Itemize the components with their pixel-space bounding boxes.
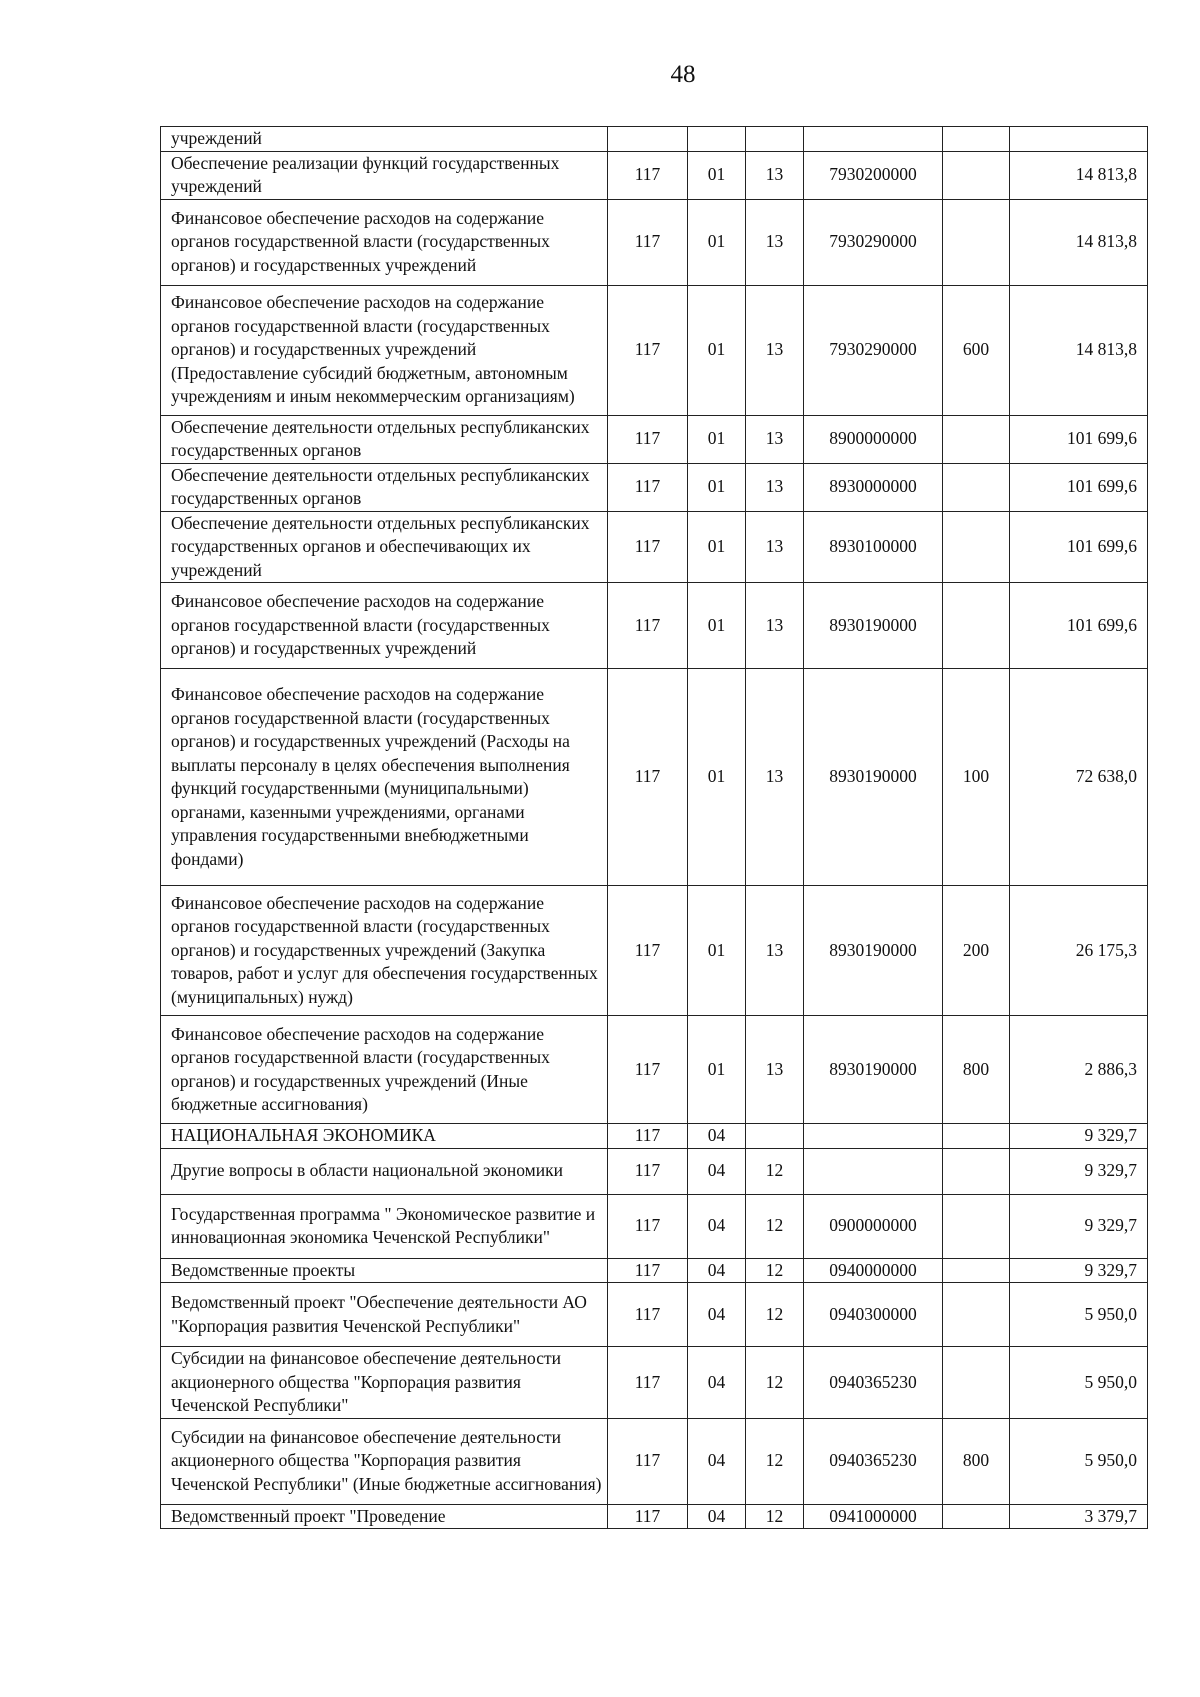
cell-pr: 13 bbox=[746, 151, 804, 199]
cell-pr: 13 bbox=[746, 886, 804, 1016]
cell-gr: 117 bbox=[608, 1504, 688, 1529]
cell-gr bbox=[608, 127, 688, 152]
cell-sum: 5 950,0 bbox=[1010, 1418, 1148, 1504]
cell-rz: 01 bbox=[688, 583, 746, 669]
cell-rz: 01 bbox=[688, 199, 746, 285]
table-row bbox=[161, 285, 1148, 415]
cell-pr: 13 bbox=[746, 669, 804, 886]
cell-pr: 13 bbox=[746, 583, 804, 669]
cell-rz: 04 bbox=[688, 1347, 746, 1419]
row-name: Ведомственный проект "Обеспечение деятельности АО "Корпорация развития Чеченской Республики" bbox=[161, 1283, 608, 1347]
cell-pr: 12 bbox=[746, 1258, 804, 1283]
cell-csr bbox=[804, 127, 943, 152]
cell-vr: 800 bbox=[943, 1418, 1010, 1504]
row-name: Финансовое обеспечение расходов на содержание органов государственной власти (государственных органов) и государственных учреждений bbox=[161, 583, 608, 669]
table-row bbox=[161, 1283, 1148, 1347]
cell-vr: 100 bbox=[943, 669, 1010, 886]
cell-sum: 14 813,8 bbox=[1010, 199, 1148, 285]
cell-csr: 8930100000 bbox=[804, 511, 943, 583]
cell-csr bbox=[804, 1148, 943, 1194]
cell-pr: 12 bbox=[746, 1194, 804, 1258]
table-row bbox=[161, 669, 1148, 886]
cell-sum: 101 699,6 bbox=[1010, 511, 1148, 583]
cell-pr: 13 bbox=[746, 415, 804, 463]
table-row bbox=[161, 1258, 1148, 1283]
table-row bbox=[161, 151, 1148, 199]
cell-rz: 01 bbox=[688, 1016, 746, 1124]
cell-gr: 117 bbox=[608, 463, 688, 511]
table-row bbox=[161, 511, 1148, 583]
table-row bbox=[161, 1347, 1148, 1419]
row-name: Обеспечение деятельности отдельных республиканских государственных органов bbox=[161, 463, 608, 511]
cell-csr: 8930190000 bbox=[804, 1016, 943, 1124]
table-row bbox=[161, 1148, 1148, 1194]
cell-sum: 9 329,7 bbox=[1010, 1258, 1148, 1283]
cell-rz: 04 bbox=[688, 1283, 746, 1347]
cell-vr bbox=[943, 127, 1010, 152]
cell-sum: 101 699,6 bbox=[1010, 583, 1148, 669]
cell-pr: 12 bbox=[746, 1347, 804, 1419]
cell-sum: 14 813,8 bbox=[1010, 151, 1148, 199]
cell-rz: 04 bbox=[688, 1194, 746, 1258]
cell-pr bbox=[746, 127, 804, 152]
row-name: Финансовое обеспечение расходов на содержание органов государственной власти (государственных органов) и государственных учреждений (Иные бюджетные ассигнования) bbox=[161, 1016, 608, 1124]
cell-pr: 12 bbox=[746, 1148, 804, 1194]
cell-vr bbox=[943, 463, 1010, 511]
cell-sum: 26 175,3 bbox=[1010, 886, 1148, 1016]
cell-rz: 01 bbox=[688, 669, 746, 886]
cell-rz: 04 bbox=[688, 1148, 746, 1194]
cell-vr: 800 bbox=[943, 1016, 1010, 1124]
cell-csr: 0940000000 bbox=[804, 1258, 943, 1283]
cell-vr bbox=[943, 415, 1010, 463]
table-body bbox=[161, 127, 1148, 1529]
cell-csr: 7930200000 bbox=[804, 151, 943, 199]
cell-pr: 13 bbox=[746, 511, 804, 583]
cell-gr: 117 bbox=[608, 1148, 688, 1194]
cell-vr bbox=[943, 1124, 1010, 1149]
table-row bbox=[161, 127, 1148, 152]
cell-vr: 200 bbox=[943, 886, 1010, 1016]
cell-gr: 117 bbox=[608, 1347, 688, 1419]
cell-csr: 8900000000 bbox=[804, 415, 943, 463]
table-row bbox=[161, 1016, 1148, 1124]
cell-csr: 7930290000 bbox=[804, 285, 943, 415]
cell-sum: 101 699,6 bbox=[1010, 415, 1148, 463]
cell-rz: 04 bbox=[688, 1124, 746, 1149]
row-name: НАЦИОНАЛЬНАЯ ЭКОНОМИКА bbox=[161, 1124, 608, 1149]
cell-pr: 13 bbox=[746, 463, 804, 511]
cell-sum: 3 379,7 bbox=[1010, 1504, 1148, 1529]
cell-gr: 117 bbox=[608, 1418, 688, 1504]
cell-sum: 2 886,3 bbox=[1010, 1016, 1148, 1124]
cell-gr: 117 bbox=[608, 1283, 688, 1347]
row-name: Субсидии на финансовое обеспечение деятельности акционерного общества "Корпорация развития Чеченской Республики" bbox=[161, 1347, 608, 1419]
cell-vr bbox=[943, 511, 1010, 583]
cell-gr: 117 bbox=[608, 151, 688, 199]
table-row bbox=[161, 415, 1148, 463]
cell-csr: 0900000000 bbox=[804, 1194, 943, 1258]
row-name: Обеспечение реализации функций государственных учреждений bbox=[161, 151, 608, 199]
cell-gr: 117 bbox=[608, 1124, 688, 1149]
cell-vr bbox=[943, 1258, 1010, 1283]
cell-sum: 5 950,0 bbox=[1010, 1283, 1148, 1347]
cell-sum: 9 329,7 bbox=[1010, 1124, 1148, 1149]
cell-csr: 7930290000 bbox=[804, 199, 943, 285]
cell-csr bbox=[804, 1124, 943, 1149]
table-row bbox=[161, 886, 1148, 1016]
row-name: Другие вопросы в области национальной экономики bbox=[161, 1148, 608, 1194]
cell-vr bbox=[943, 1347, 1010, 1419]
cell-rz: 04 bbox=[688, 1418, 746, 1504]
table-row bbox=[161, 1504, 1148, 1529]
cell-rz: 01 bbox=[688, 151, 746, 199]
cell-csr: 0940365230 bbox=[804, 1418, 943, 1504]
cell-rz: 01 bbox=[688, 463, 746, 511]
cell-pr: 13 bbox=[746, 285, 804, 415]
cell-csr: 8930190000 bbox=[804, 886, 943, 1016]
cell-gr: 117 bbox=[608, 886, 688, 1016]
cell-rz: 01 bbox=[688, 886, 746, 1016]
cell-vr bbox=[943, 1194, 1010, 1258]
cell-rz: 04 bbox=[688, 1504, 746, 1529]
cell-csr: 8930190000 bbox=[804, 669, 943, 886]
cell-sum: 9 329,7 bbox=[1010, 1194, 1148, 1258]
table-row bbox=[161, 1124, 1148, 1149]
cell-sum: 9 329,7 bbox=[1010, 1148, 1148, 1194]
cell-vr bbox=[943, 1283, 1010, 1347]
cell-vr bbox=[943, 1504, 1010, 1529]
cell-gr: 117 bbox=[608, 199, 688, 285]
row-name: Обеспечение деятельности отдельных республиканских государственных органов и обеспечивающих их учреждений bbox=[161, 511, 608, 583]
row-name: Финансовое обеспечение расходов на содержание органов государственной власти (государственных органов) и государственных учреждений (Расходы на выплаты персоналу в целях обеспечения выполнения функций государственными (муниципальными) органами, казенными учреждениями, органами управления государственными внебюджетными фондами) bbox=[161, 669, 608, 886]
cell-gr: 117 bbox=[608, 285, 688, 415]
row-name: Финансовое обеспечение расходов на содержание органов государственной власти (государственных органов) и государственных учреждений (Закупка товаров, работ и услуг для обеспечения государственных (муниципальных) нужд) bbox=[161, 886, 608, 1016]
cell-pr: 13 bbox=[746, 199, 804, 285]
cell-pr: 12 bbox=[746, 1283, 804, 1347]
cell-sum: 14 813,8 bbox=[1010, 285, 1148, 415]
table-row bbox=[161, 1418, 1148, 1504]
row-name: Финансовое обеспечение расходов на содержание органов государственной власти (государственных органов) и государственных учреждений (Предоставление субсидий бюджетным, автономным учреждениям и иным некоммерческим организациям) bbox=[161, 285, 608, 415]
cell-csr: 8930190000 bbox=[804, 583, 943, 669]
cell-vr bbox=[943, 1148, 1010, 1194]
cell-vr bbox=[943, 199, 1010, 285]
row-name: Финансовое обеспечение расходов на содержание органов государственной власти (государственных органов) и государственных учреждений bbox=[161, 199, 608, 285]
cell-rz: 01 bbox=[688, 511, 746, 583]
cell-vr bbox=[943, 583, 1010, 669]
table-row bbox=[161, 199, 1148, 285]
cell-sum bbox=[1010, 127, 1148, 152]
cell-gr: 117 bbox=[608, 1194, 688, 1258]
cell-pr: 12 bbox=[746, 1418, 804, 1504]
cell-pr bbox=[746, 1124, 804, 1149]
cell-gr: 117 bbox=[608, 583, 688, 669]
cell-pr: 12 bbox=[746, 1504, 804, 1529]
cell-gr: 117 bbox=[608, 511, 688, 583]
row-name: Обеспечение деятельности отдельных республиканских государственных органов bbox=[161, 415, 608, 463]
cell-gr: 117 bbox=[608, 1016, 688, 1124]
row-name: учреждений bbox=[161, 127, 608, 152]
table-row bbox=[161, 583, 1148, 669]
cell-gr: 117 bbox=[608, 669, 688, 886]
cell-csr: 0940300000 bbox=[804, 1283, 943, 1347]
table-row bbox=[161, 1194, 1148, 1258]
cell-gr: 117 bbox=[608, 415, 688, 463]
cell-rz: 04 bbox=[688, 1258, 746, 1283]
cell-rz bbox=[688, 127, 746, 152]
cell-sum: 101 699,6 bbox=[1010, 463, 1148, 511]
cell-sum: 5 950,0 bbox=[1010, 1347, 1148, 1419]
row-name: Ведомственные проекты bbox=[161, 1258, 608, 1283]
table-row bbox=[161, 463, 1148, 511]
cell-pr: 13 bbox=[746, 1016, 804, 1124]
cell-vr: 600 bbox=[943, 285, 1010, 415]
budget-table bbox=[160, 126, 1148, 1529]
page-number: 48 bbox=[670, 61, 696, 88]
cell-csr: 0941000000 bbox=[804, 1504, 943, 1529]
cell-rz: 01 bbox=[688, 415, 746, 463]
row-name: Субсидии на финансовое обеспечение деятельности акционерного общества "Корпорация развития Чеченской Республики" (Иные бюджетные ассигнования) bbox=[161, 1418, 608, 1504]
row-name: Государственная программа " Экономическое развитие и инновационная экономика Чеченской Республики" bbox=[161, 1194, 608, 1258]
row-name: Ведомственный проект "Проведение bbox=[161, 1504, 608, 1529]
cell-csr: 8930000000 bbox=[804, 463, 943, 511]
cell-sum: 72 638,0 bbox=[1010, 669, 1148, 886]
cell-rz: 01 bbox=[688, 285, 746, 415]
cell-vr bbox=[943, 151, 1010, 199]
cell-gr: 117 bbox=[608, 1258, 688, 1283]
cell-csr: 0940365230 bbox=[804, 1347, 943, 1419]
